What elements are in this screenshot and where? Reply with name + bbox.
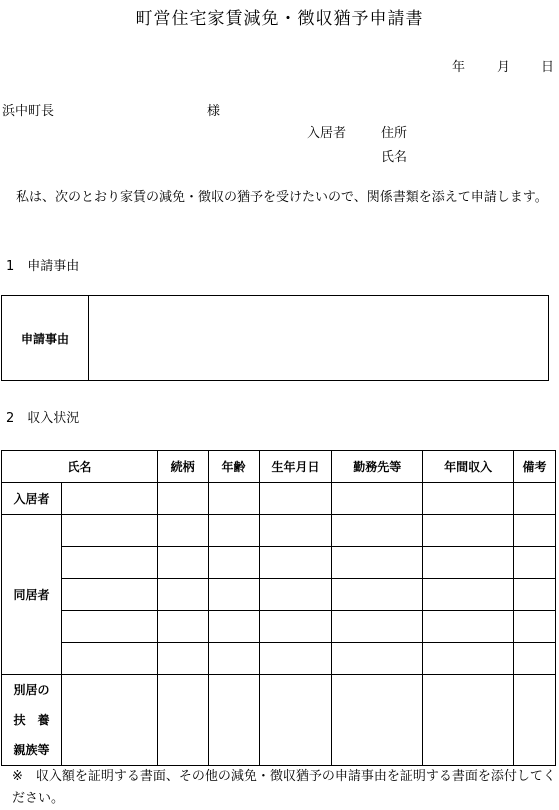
table-cell[interactable] xyxy=(514,579,556,611)
table-cell[interactable] xyxy=(514,515,556,547)
table-cell[interactable] xyxy=(423,611,514,643)
table-cell[interactable] xyxy=(259,579,332,611)
table-cell[interactable] xyxy=(157,547,208,579)
table-cell[interactable] xyxy=(514,643,556,675)
table-cell[interactable] xyxy=(332,483,423,515)
application-reason-box xyxy=(1,295,549,381)
table-cell[interactable] xyxy=(332,515,423,547)
table-row-cohabitant xyxy=(2,547,556,579)
table-header-row xyxy=(2,451,556,483)
row-label-line: 別居の xyxy=(13,683,50,697)
table-cell[interactable] xyxy=(259,547,332,579)
applicant-address-label: 住所 xyxy=(381,126,408,141)
table-cell[interactable] xyxy=(259,483,332,515)
table-cell[interactable] xyxy=(157,579,208,611)
table-cell[interactable] xyxy=(423,483,514,515)
col-header-relation: 続柄 xyxy=(157,451,208,483)
table-cell[interactable] xyxy=(423,547,514,579)
date-day-label: 日 xyxy=(541,60,555,75)
table-cell[interactable] xyxy=(157,483,208,515)
page-title: 町営住宅家賃減免・徴収猶予申請書 xyxy=(135,9,424,29)
row-label-resident: 入居者 xyxy=(2,483,62,515)
table-row-cohabitant xyxy=(2,515,556,547)
table-cell[interactable] xyxy=(259,515,332,547)
applicant-resident-label: 入居者 xyxy=(307,126,347,141)
table-cell[interactable] xyxy=(208,579,259,611)
date-year-label: 年 xyxy=(452,60,466,75)
table-cell[interactable] xyxy=(259,675,332,766)
table-cell[interactable] xyxy=(157,643,208,675)
table-cell[interactable] xyxy=(61,515,157,547)
table-cell[interactable] xyxy=(61,547,157,579)
table-cell[interactable] xyxy=(514,675,556,766)
col-header-name: 氏名 xyxy=(2,451,158,483)
row-label-separate-dependent xyxy=(2,675,62,766)
col-header-annual-income: 年間収入 xyxy=(423,451,514,483)
table-cell[interactable] xyxy=(157,611,208,643)
application-statement: 私は、次のとおり家賃の減免・徴収の猶予を受けたいので、関係書類を添えて申請します。 xyxy=(16,190,548,205)
row-label-line: 扶 養 xyxy=(13,713,50,727)
table-cell[interactable] xyxy=(61,643,157,675)
table-row-cohabitant xyxy=(2,579,556,611)
col-header-age: 年齢 xyxy=(208,451,259,483)
table-cell[interactable] xyxy=(514,547,556,579)
table-cell[interactable] xyxy=(208,483,259,515)
table-cell[interactable] xyxy=(423,579,514,611)
table-cell[interactable] xyxy=(332,643,423,675)
table-cell[interactable] xyxy=(332,579,423,611)
table-cell[interactable] xyxy=(61,611,157,643)
addressee-honorific: 様 xyxy=(207,104,221,119)
table-cell[interactable] xyxy=(259,643,332,675)
addressee-mayor: 浜中町長 xyxy=(2,104,55,119)
application-reason-field[interactable] xyxy=(89,296,548,380)
section1-heading: 1 申請事由 xyxy=(6,259,80,274)
table-cell[interactable] xyxy=(332,547,423,579)
table-cell[interactable] xyxy=(423,675,514,766)
table-cell[interactable] xyxy=(208,611,259,643)
table-cell[interactable] xyxy=(514,611,556,643)
table-row-cohabitant xyxy=(2,643,556,675)
table-cell[interactable] xyxy=(157,515,208,547)
table-cell[interactable] xyxy=(157,675,208,766)
table-cell[interactable] xyxy=(208,643,259,675)
table-row-cohabitant xyxy=(2,611,556,643)
table-cell[interactable] xyxy=(332,611,423,643)
table-cell[interactable] xyxy=(61,675,157,766)
income-status-table xyxy=(1,450,556,766)
col-header-workplace: 勤務先等 xyxy=(332,451,423,483)
date-month-label: 月 xyxy=(497,60,511,75)
col-header-birthdate: 生年月日 xyxy=(259,451,332,483)
table-cell[interactable] xyxy=(259,611,332,643)
table-cell[interactable] xyxy=(61,579,157,611)
table-cell[interactable] xyxy=(208,547,259,579)
application-reason-label: 申請事由 xyxy=(2,296,89,380)
table-cell[interactable] xyxy=(208,675,259,766)
row-label-line: 親族等 xyxy=(13,743,50,757)
row-label-cohabitant: 同居者 xyxy=(2,515,62,675)
table-cell[interactable] xyxy=(423,515,514,547)
table-cell[interactable] xyxy=(332,675,423,766)
table-cell[interactable] xyxy=(208,515,259,547)
table-cell[interactable] xyxy=(61,483,157,515)
table-cell[interactable] xyxy=(514,483,556,515)
col-header-remarks: 備考 xyxy=(514,451,556,483)
applicant-name-label: 氏名 xyxy=(381,150,408,165)
footnote: ※ 収入額を証明する書面、その他の減免・徴収猶予の申請事由を証明する書面を添付してください。 xyxy=(12,769,556,806)
table-cell[interactable] xyxy=(423,643,514,675)
section2-heading: 2 収入状況 xyxy=(6,411,80,426)
table-row-resident xyxy=(2,483,556,515)
